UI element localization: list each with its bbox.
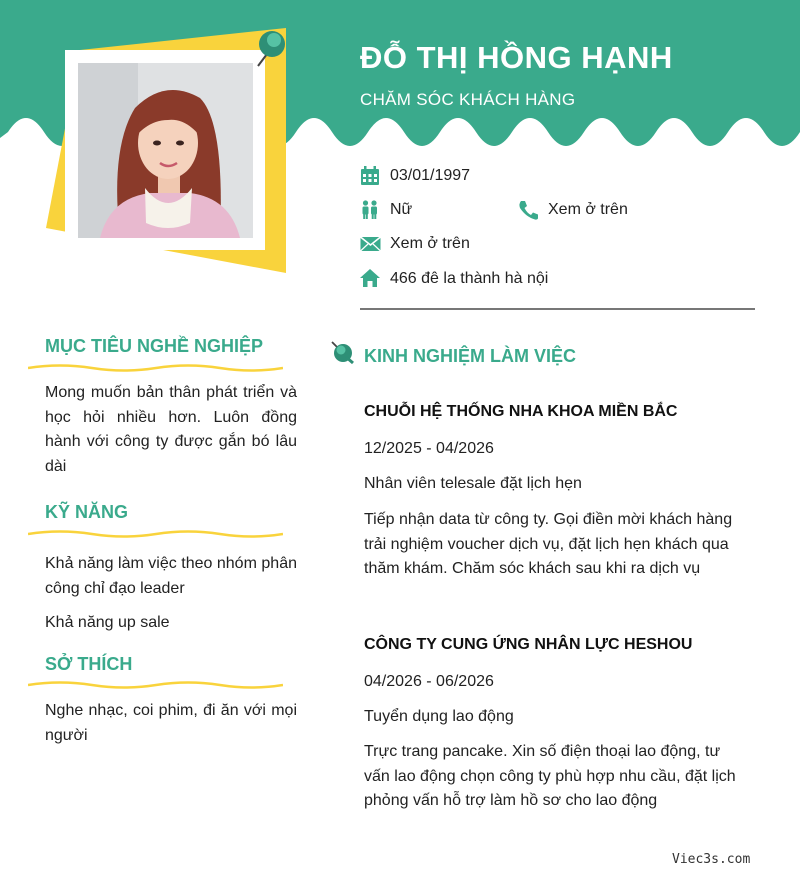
- contact-email: [360, 234, 470, 254]
- skill-item: Khả năng up sale: [45, 614, 170, 631]
- experience-position: Nhân viên telesale đặt lịch hẹn: [364, 475, 582, 492]
- hobbies-text: Nghe nhạc, coi phim, đi ăn với mọi người: [45, 702, 297, 744]
- experience-position: Tuyển dụng lao động: [364, 708, 514, 725]
- experience-description: Trực trang pancake. Xin số điện thoại lao động, tư vấn lao động chọn công ty phù hợp nhu cầu, đặt lịch phỏng vấn hỗ trợ làm hồ sơ cho lao động: [364, 743, 736, 809]
- contact-gender: [360, 200, 412, 220]
- gender-value: Nữ: [390, 201, 413, 218]
- experience-company: CÔNG TY CUNG ỨNG NHÂN LỰC HESHOU: [364, 636, 693, 653]
- phone-icon: [518, 200, 540, 220]
- birthday-value: 03/01/1997: [390, 167, 471, 184]
- mail-icon: [360, 234, 382, 254]
- skills-heading: KỸ NĂNG: [45, 502, 129, 522]
- heading-underline: [28, 363, 283, 373]
- experience-period: 04/2026 - 06/2026: [364, 673, 494, 690]
- avatar: [78, 63, 253, 238]
- objective-heading: MỤC TIÊU NGHỀ NGHIỆP: [45, 336, 264, 356]
- contact-phone: [518, 200, 628, 220]
- skill-item: Khả năng làm việc theo nhóm phân công chỉ đạo leader: [45, 555, 297, 597]
- experience-period: 12/2025 - 04/2026: [364, 440, 494, 457]
- profile-photo-frame: [40, 28, 290, 278]
- address-value: 466 đê la thành hà nội: [390, 270, 549, 287]
- email-value: Xem ở trên: [390, 235, 470, 252]
- people-icon: [360, 200, 382, 220]
- contact-divider: [360, 308, 755, 310]
- pushpin-icon: [328, 338, 356, 366]
- phone-value: Xem ở trên: [548, 201, 628, 218]
- hobbies-heading: SỞ THÍCH: [45, 654, 133, 674]
- experience-heading: KINH NGHIỆM LÀM VIỆC: [364, 346, 577, 366]
- job-title: CHĂM SÓC KHÁCH HÀNG: [360, 90, 576, 109]
- heading-underline: [28, 680, 283, 690]
- contact-birthday: [360, 166, 470, 186]
- experience-description: Tiếp nhận data từ công ty. Gọi điền mời khách hàng trải nghiệm voucher dịch vụ, đặt lịch hẹn khách qua thăm khám. Chăm sóc khách sau khi ra dịch vụ: [364, 511, 733, 577]
- heading-underline: [28, 529, 283, 539]
- objective-text: Mong muốn bản thân phát triển và học hỏi nhiều hơn. Luôn đồng hành với công ty được gắn bó lâu dài: [45, 384, 297, 475]
- home-icon: [360, 269, 382, 289]
- experience-company: CHUỖI HỆ THỐNG NHA KHOA MIỀN BẮC: [364, 403, 678, 420]
- candidate-name: ĐỖ THỊ HỒNG HẠNH: [360, 40, 673, 75]
- contact-address: [360, 269, 548, 289]
- calendar-icon: [360, 166, 382, 186]
- watermark: Viec3s.com: [672, 852, 751, 867]
